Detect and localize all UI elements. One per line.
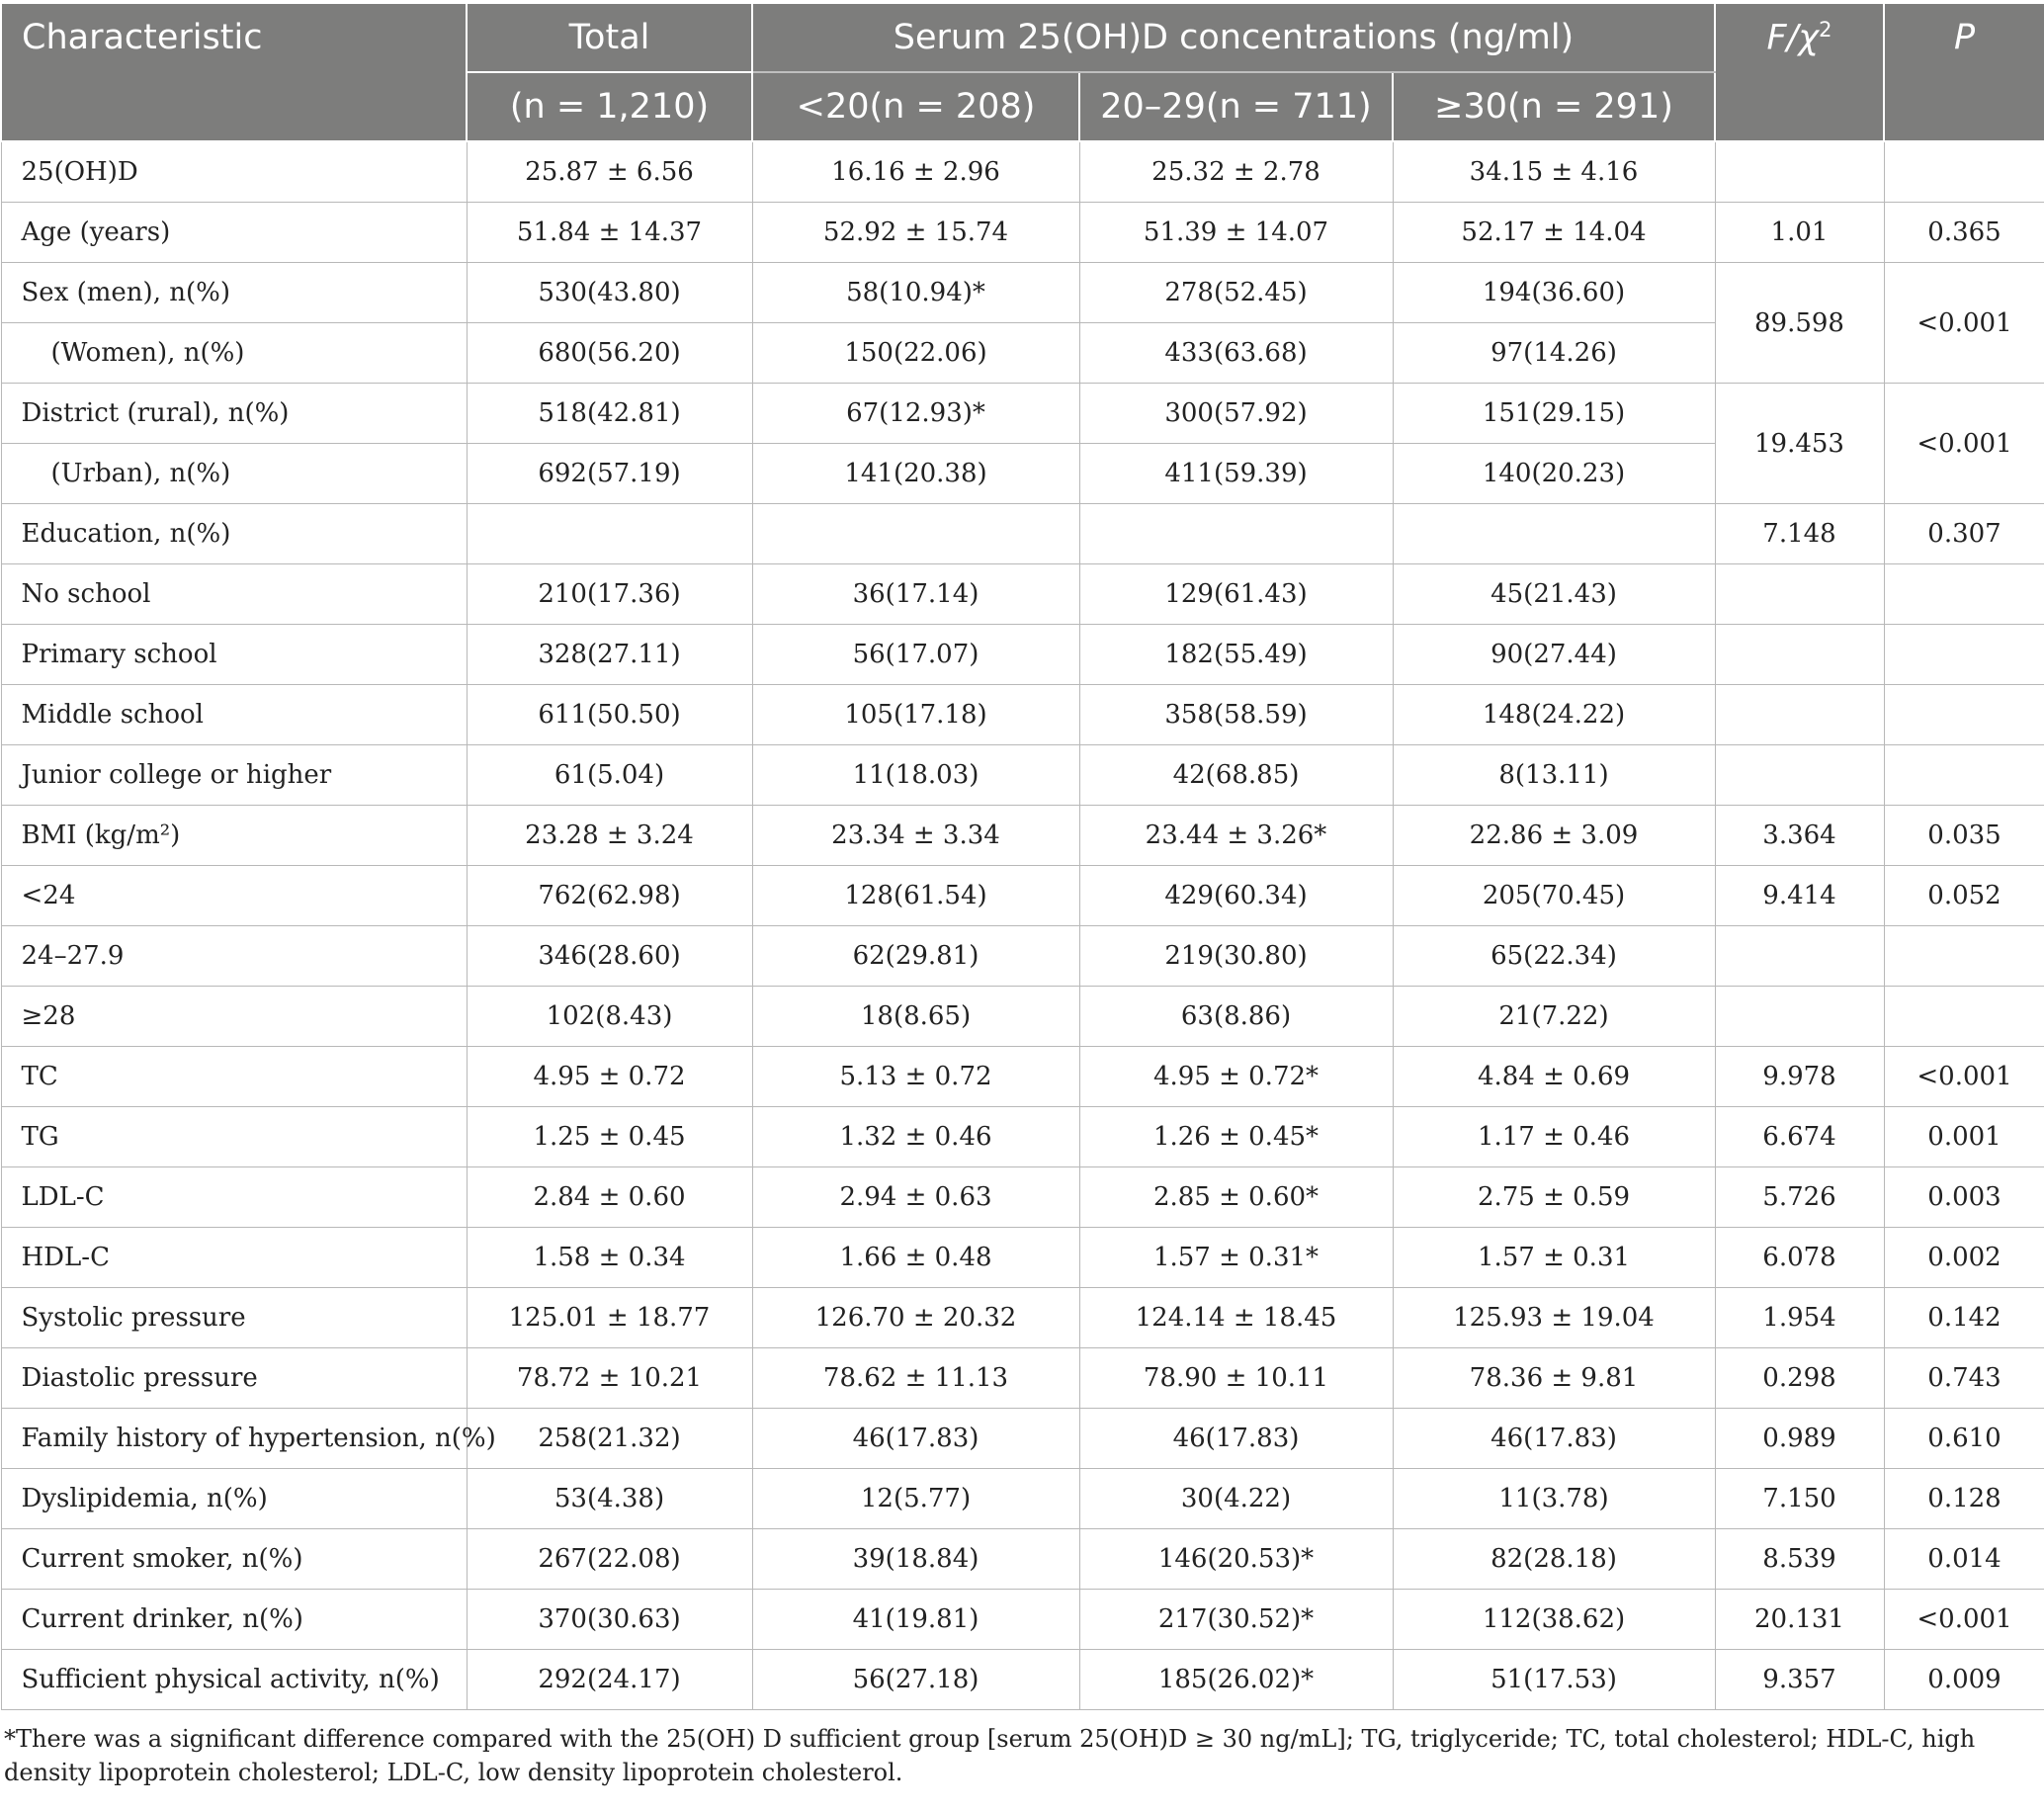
cell-group-ge30: 52.17 ± 14.04: [1393, 203, 1715, 263]
table-container: [0, 4, 2044, 1789]
row-label: ≥28: [1, 987, 467, 1047]
cell-total: 292(24.17): [467, 1650, 752, 1710]
cell-p: <0.001: [1884, 384, 2044, 504]
cell-p: [1884, 987, 2044, 1047]
cell-p: 0.307: [1884, 504, 2044, 564]
cell-group-ge30: 1.57 ± 0.31: [1393, 1228, 1715, 1288]
row-label: HDL-C: [1, 1228, 467, 1288]
cell-p: 0.610: [1884, 1409, 2044, 1469]
cell-group-ge30: 148(24.22): [1393, 685, 1715, 745]
cell-f: [1715, 141, 1884, 203]
cell-group-lt20: 150(22.06): [752, 323, 1079, 384]
cell-group-ge30: 4.84 ± 0.69: [1393, 1047, 1715, 1107]
row-label: Education, n(%): [1, 504, 467, 564]
cell-group-ge30: 46(17.83): [1393, 1409, 1715, 1469]
row-label: Systolic pressure: [1, 1288, 467, 1348]
cell-group-ge30: 194(36.60): [1393, 263, 1715, 323]
table-footnote: *There was a significant difference compared with the 25(OH) D sufficient group [serum 25(OH)D ≥ 30 ng/mL]; TG, triglyceride; TC, total cholesterol; HDL-C, high density lipoprotein cholesterol; LDL-C, low density lipoprotein cholesterol.: [4, 1725, 1976, 1786]
cell-group-lt20: 16.16 ± 2.96: [752, 141, 1079, 203]
header-p-text: P: [1953, 18, 1976, 57]
cell-f: 7.150: [1715, 1469, 1884, 1529]
table-row: [1, 1107, 2044, 1167]
row-label: Sex (men), n(%): [1, 263, 467, 323]
cell-group-20-29: 129(61.43): [1079, 564, 1393, 625]
row-label: TC: [1, 1047, 467, 1107]
cell-group-20-29: 219(30.80): [1079, 926, 1393, 987]
cell-group-lt20: 56(27.18): [752, 1650, 1079, 1710]
cell-total: 2.84 ± 0.60: [467, 1167, 752, 1228]
cell-total: 762(62.98): [467, 866, 752, 926]
table-row: [1, 1650, 2044, 1710]
table-row: [1, 1469, 2044, 1529]
cell-group-20-29: 2.85 ± 0.60*: [1079, 1167, 1393, 1228]
header-f-chi-text: F/χ: [1766, 18, 1820, 58]
cell-total: 4.95 ± 0.72: [467, 1047, 752, 1107]
cell-total: 346(28.60): [467, 926, 752, 987]
cell-p: 0.002: [1884, 1228, 2044, 1288]
cell-group-ge30: 125.93 ± 19.04: [1393, 1288, 1715, 1348]
cell-f: 6.078: [1715, 1228, 1884, 1288]
cell-total: 1.25 ± 0.45: [467, 1107, 752, 1167]
cell-p: 0.009: [1884, 1650, 2044, 1710]
cell-group-ge30: 90(27.44): [1393, 625, 1715, 685]
cell-f: 0.298: [1715, 1348, 1884, 1409]
cell-group-lt20: 2.94 ± 0.63: [752, 1167, 1079, 1228]
table-row: [1, 1590, 2044, 1650]
cell-f: 19.453: [1715, 384, 1884, 504]
cell-group-ge30: 22.86 ± 3.09: [1393, 806, 1715, 866]
row-label: Current drinker, n(%): [1, 1590, 467, 1650]
baseline-characteristics-table: [0, 4, 2044, 1710]
cell-group-lt20: 1.32 ± 0.46: [752, 1107, 1079, 1167]
row-label: Current smoker, n(%): [1, 1529, 467, 1590]
row-label: Primary school: [1, 625, 467, 685]
header-group-ge30: ≥30(n = 291): [1393, 72, 1715, 141]
cell-group-lt20: 126.70 ± 20.32: [752, 1288, 1079, 1348]
cell-group-ge30: 34.15 ± 4.16: [1393, 141, 1715, 203]
row-label: Junior college or higher: [1, 745, 467, 806]
cell-f: 9.978: [1715, 1047, 1884, 1107]
cell-total: 680(56.20): [467, 323, 752, 384]
table-row: [1, 1288, 2044, 1348]
cell-p: <0.001: [1884, 1590, 2044, 1650]
header-group-lt20: <20(n = 208): [752, 72, 1079, 141]
cell-group-ge30: 140(20.23): [1393, 444, 1715, 504]
cell-group-lt20: 5.13 ± 0.72: [752, 1047, 1079, 1107]
cell-group-20-29: 429(60.34): [1079, 866, 1393, 926]
cell-group-ge30: 205(70.45): [1393, 866, 1715, 926]
cell-group-20-29: 23.44 ± 3.26*: [1079, 806, 1393, 866]
table-row: [1, 926, 2044, 987]
cell-f: [1715, 926, 1884, 987]
cell-total: 51.84 ± 14.37: [467, 203, 752, 263]
table-row: [1, 1047, 2044, 1107]
cell-group-lt20: 78.62 ± 11.13: [752, 1348, 1079, 1409]
cell-total: 25.87 ± 6.56: [467, 141, 752, 203]
cell-p: 0.142: [1884, 1288, 2044, 1348]
cell-p: [1884, 685, 2044, 745]
cell-group-20-29: 300(57.92): [1079, 384, 1393, 444]
cell-total: [467, 504, 752, 564]
cell-group-lt20: 18(8.65): [752, 987, 1079, 1047]
table-row: [1, 987, 2044, 1047]
cell-total: 53(4.38): [467, 1469, 752, 1529]
cell-group-ge30: 97(14.26): [1393, 323, 1715, 384]
table-row: [1, 1348, 2044, 1409]
cell-group-20-29: 1.57 ± 0.31*: [1079, 1228, 1393, 1288]
row-label: Middle school: [1, 685, 467, 745]
table-header: [1, 4, 2044, 141]
cell-group-20-29: 182(55.49): [1079, 625, 1393, 685]
cell-total: 611(50.50): [467, 685, 752, 745]
cell-group-lt20: 67(12.93)*: [752, 384, 1079, 444]
cell-group-lt20: 11(18.03): [752, 745, 1079, 806]
cell-group-20-29: 46(17.83): [1079, 1409, 1393, 1469]
header-row-1: [1, 4, 2044, 72]
cell-group-20-29: 30(4.22): [1079, 1469, 1393, 1529]
cell-group-ge30: 8(13.11): [1393, 745, 1715, 806]
cell-group-lt20: 56(17.07): [752, 625, 1079, 685]
cell-group-ge30: 45(21.43): [1393, 564, 1715, 625]
cell-group-ge30: 2.75 ± 0.59: [1393, 1167, 1715, 1228]
cell-total: 692(57.19): [467, 444, 752, 504]
cell-group-ge30: 82(28.18): [1393, 1529, 1715, 1590]
row-label: TG: [1, 1107, 467, 1167]
cell-f: 0.989: [1715, 1409, 1884, 1469]
row-label: Sufficient physical activity, n(%): [1, 1650, 467, 1710]
cell-f: 6.674: [1715, 1107, 1884, 1167]
row-label: Diastolic pressure: [1, 1348, 467, 1409]
header-total: Total: [467, 4, 752, 72]
cell-total: 23.28 ± 3.24: [467, 806, 752, 866]
header-f-chi: [1715, 4, 1884, 141]
cell-f: [1715, 564, 1884, 625]
cell-f: 1.01: [1715, 203, 1884, 263]
header-group-20-29: 20–29(n = 711): [1079, 72, 1393, 141]
table-row: [1, 1228, 2044, 1288]
cell-group-lt20: 58(10.94)*: [752, 263, 1079, 323]
cell-f: 9.357: [1715, 1650, 1884, 1710]
cell-total: 267(22.08): [467, 1529, 752, 1590]
cell-p: 0.003: [1884, 1167, 2044, 1228]
table-row: [1, 1409, 2044, 1469]
cell-group-lt20: 36(17.14): [752, 564, 1079, 625]
row-label: Family history of hypertension, n(%): [1, 1409, 467, 1469]
row-label: 24–27.9: [1, 926, 467, 987]
cell-f: 8.539: [1715, 1529, 1884, 1590]
cell-group-20-29: 278(52.45): [1079, 263, 1393, 323]
table-row: [1, 685, 2044, 745]
cell-p: [1884, 625, 2044, 685]
cell-total: 258(21.32): [467, 1409, 752, 1469]
row-label: Dyslipidemia, n(%): [1, 1469, 467, 1529]
cell-group-20-29: 146(20.53)*: [1079, 1529, 1393, 1590]
cell-group-20-29: 4.95 ± 0.72*: [1079, 1047, 1393, 1107]
header-characteristic: Characteristic: [1, 4, 467, 141]
header-total-n: (n = 1,210): [467, 72, 752, 141]
cell-f: 89.598: [1715, 263, 1884, 384]
header-p: [1884, 4, 2044, 141]
cell-group-lt20: [752, 504, 1079, 564]
cell-total: 518(42.81): [467, 384, 752, 444]
cell-group-20-29: [1079, 504, 1393, 564]
cell-total: 102(8.43): [467, 987, 752, 1047]
cell-group-lt20: 141(20.38): [752, 444, 1079, 504]
cell-group-ge30: 78.36 ± 9.81: [1393, 1348, 1715, 1409]
table-row: [1, 866, 2044, 926]
row-label: BMI (kg/m²): [1, 806, 467, 866]
cell-group-20-29: 42(68.85): [1079, 745, 1393, 806]
cell-f: 20.131: [1715, 1590, 1884, 1650]
cell-group-20-29: 358(58.59): [1079, 685, 1393, 745]
cell-group-ge30: 1.17 ± 0.46: [1393, 1107, 1715, 1167]
cell-f: 1.954: [1715, 1288, 1884, 1348]
table-row: [1, 1167, 2044, 1228]
table-row: [1, 625, 2044, 685]
table-row: [1, 141, 2044, 203]
cell-f: 7.148: [1715, 504, 1884, 564]
cell-group-ge30: 51(17.53): [1393, 1650, 1715, 1710]
cell-group-20-29: 25.32 ± 2.78: [1079, 141, 1393, 203]
row-label: <24: [1, 866, 467, 926]
cell-group-lt20: 46(17.83): [752, 1409, 1079, 1469]
cell-group-20-29: 185(26.02)*: [1079, 1650, 1393, 1710]
cell-group-20-29: 78.90 ± 10.11: [1079, 1348, 1393, 1409]
cell-p: 0.035: [1884, 806, 2044, 866]
table-body: [1, 141, 2044, 1710]
cell-f: [1715, 745, 1884, 806]
cell-p: 0.052: [1884, 866, 2044, 926]
cell-group-20-29: 217(30.52)*: [1079, 1590, 1393, 1650]
table-row: [1, 1529, 2044, 1590]
cell-p: <0.001: [1884, 263, 2044, 384]
table-row: [1, 384, 2044, 444]
cell-p: <0.001: [1884, 1047, 2044, 1107]
header-f-chi-sup: 2: [1819, 18, 1832, 42]
row-label: 25(OH)D: [1, 141, 467, 203]
cell-group-lt20: 23.34 ± 3.34: [752, 806, 1079, 866]
row-label: LDL-C: [1, 1167, 467, 1228]
cell-total: 530(43.80): [467, 263, 752, 323]
cell-group-lt20: 128(61.54): [752, 866, 1079, 926]
cell-total: 78.72 ± 10.21: [467, 1348, 752, 1409]
cell-total: 210(17.36): [467, 564, 752, 625]
cell-group-ge30: 112(38.62): [1393, 1590, 1715, 1650]
cell-group-lt20: 1.66 ± 0.48: [752, 1228, 1079, 1288]
cell-p: 0.743: [1884, 1348, 2044, 1409]
table-row: [1, 806, 2044, 866]
cell-group-lt20: 105(17.18): [752, 685, 1079, 745]
header-serum-group: Serum 25(OH)D concentrations (ng/ml): [752, 4, 1715, 72]
table-row: [1, 504, 2044, 564]
cell-f: [1715, 625, 1884, 685]
cell-group-lt20: 62(29.81): [752, 926, 1079, 987]
cell-total: 125.01 ± 18.77: [467, 1288, 752, 1348]
cell-f: [1715, 987, 1884, 1047]
row-label: (Urban), n(%): [1, 444, 467, 504]
cell-total: 370(30.63): [467, 1590, 752, 1650]
cell-group-ge30: 21(7.22): [1393, 987, 1715, 1047]
cell-p: 0.001: [1884, 1107, 2044, 1167]
cell-p: 0.128: [1884, 1469, 2044, 1529]
cell-total: 328(27.11): [467, 625, 752, 685]
cell-p: [1884, 745, 2044, 806]
cell-group-lt20: 39(18.84): [752, 1529, 1079, 1590]
cell-group-ge30: 11(3.78): [1393, 1469, 1715, 1529]
cell-group-ge30: 151(29.15): [1393, 384, 1715, 444]
row-label: Age (years): [1, 203, 467, 263]
row-label: No school: [1, 564, 467, 625]
table-row: [1, 263, 2044, 323]
cell-total: 1.58 ± 0.34: [467, 1228, 752, 1288]
cell-f: 9.414: [1715, 866, 1884, 926]
cell-f: 3.364: [1715, 806, 1884, 866]
cell-group-20-29: 433(63.68): [1079, 323, 1393, 384]
cell-group-20-29: 63(8.86): [1079, 987, 1393, 1047]
table-row: [1, 564, 2044, 625]
cell-p: 0.014: [1884, 1529, 2044, 1590]
cell-group-20-29: 51.39 ± 14.07: [1079, 203, 1393, 263]
cell-f: 5.726: [1715, 1167, 1884, 1228]
cell-group-20-29: 124.14 ± 18.45: [1079, 1288, 1393, 1348]
cell-group-lt20: 41(19.81): [752, 1590, 1079, 1650]
row-label: District (rural), n(%): [1, 384, 467, 444]
cell-p: [1884, 926, 2044, 987]
cell-total: 61(5.04): [467, 745, 752, 806]
cell-group-ge30: [1393, 504, 1715, 564]
cell-p: 0.365: [1884, 203, 2044, 263]
cell-group-lt20: 12(5.77): [752, 1469, 1079, 1529]
cell-p: [1884, 141, 2044, 203]
cell-f: [1715, 685, 1884, 745]
cell-p: [1884, 564, 2044, 625]
cell-group-lt20: 52.92 ± 15.74: [752, 203, 1079, 263]
table-row: [1, 745, 2044, 806]
cell-group-20-29: 1.26 ± 0.45*: [1079, 1107, 1393, 1167]
table-row: [1, 203, 2044, 263]
row-label: (Women), n(%): [1, 323, 467, 384]
cell-group-ge30: 65(22.34): [1393, 926, 1715, 987]
cell-group-20-29: 411(59.39): [1079, 444, 1393, 504]
